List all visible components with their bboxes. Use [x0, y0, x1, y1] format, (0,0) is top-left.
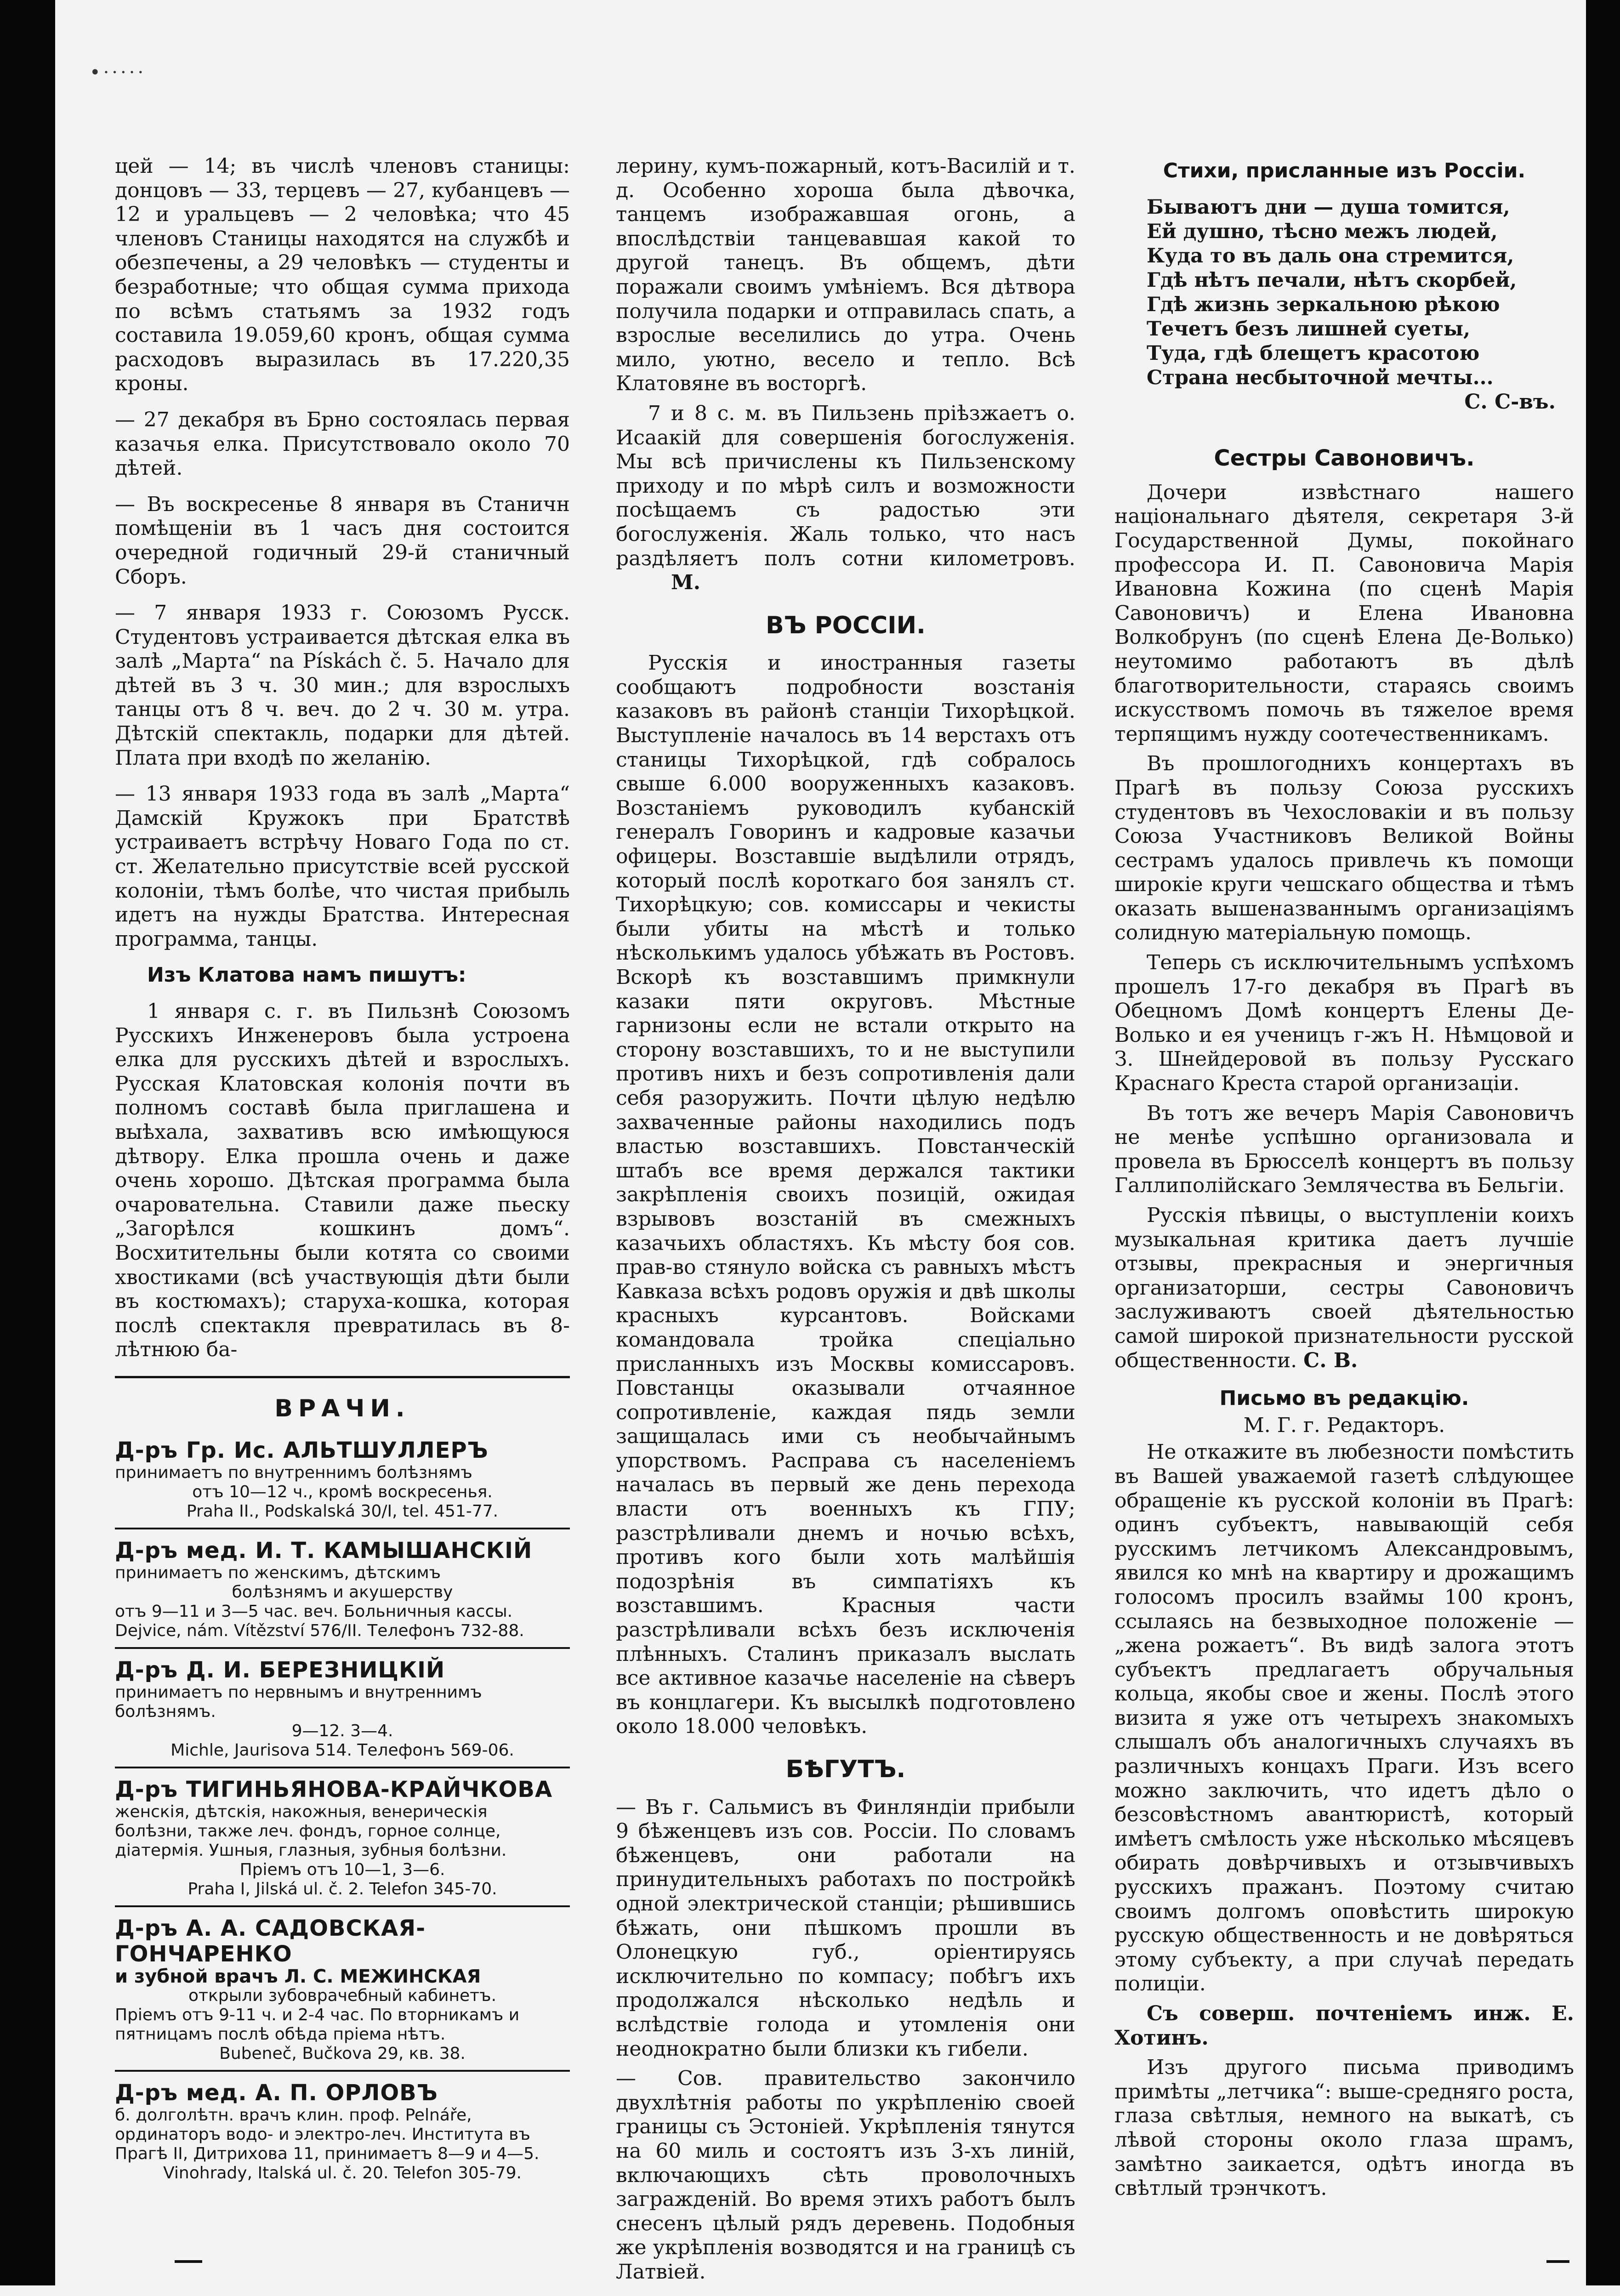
- ad-address: Praha II., Podskalská 30/I, tel. 451-77.: [186, 1501, 499, 1521]
- klatov-paragraph: 1 января с. г. въ Пильзнѣ Союзомъ Русскихъ Инженеровъ была устроена елка для русскихъ дѣтей и взрослыхъ. Русская Клатовская колонія почти въ полномъ составѣ была приглашена и выѣхала, захвативъ всю имѣющуюся дѣтвору. Елка прошла очень и даже очень хорошо. Дѣтская программа была очаровательна. Ставили даже пьеску „Загорѣлся кошкинъ домъ“. Восхитительны были котята со своими хвостиками (всѣ участвующія дѣти были въ костюмахъ); старуха-кошка, которая послѣ спектакля превратилась въ 8-лѣтнюю ба-: [115, 1000, 570, 1362]
- col1-paragraph-3: — Въ воскресенье 8 января въ Станичн помѣщеніи въ 1 часъ дня состоится очередной годичный 29-й станичный Сборъ.: [115, 492, 570, 589]
- ad-line: принимаетъ по нервнымъ и внутреннимъ болѣзнямъ.: [115, 1682, 482, 1721]
- col1-paragraph-4: — 7 января 1933 г. Союзомъ Русск. Студентовъ устраивается дѣтская елка въ залѣ „Марта“ na Pískách č. 5. Начало для дѣтей въ 3 ч. 30 мин.; для взрослыхъ танцы отъ 8 ч. веч. до 2 ч. 30 м. утра. Дѣтскій спектакль, подарки для дѣтей. Плата при входѣ по желанію.: [115, 601, 570, 770]
- sisters-signature: С. В.: [1303, 1348, 1358, 1372]
- ad-line: женскія, дѣтскія, накожныя, венерическія болѣзни, также леч. фондъ, горное солнце, діатермія. Ушныя, глазныя, зубныя болѣзни.: [115, 1802, 507, 1860]
- sisters-paragraph-4: Въ тотъ же вечеръ Марія Савоновичъ не менѣе успѣшно организовала и провела въ Брюсселѣ концертъ въ пользу Галлиполійскаго Землячества въ Бельгіи.: [1114, 1101, 1574, 1198]
- poem-line: Течетъ безъ лишней суеты,: [1147, 317, 1471, 341]
- column-2: [616, 154, 1075, 2296]
- doctor-name: Д-ръ мед. А. П. ОРЛОВЪ: [115, 2080, 438, 2106]
- bottom-edge-mark-left: [175, 2260, 202, 2263]
- ad-address: Praha I, Jilská ul. č. 2. Telefon 345-70.: [188, 1879, 497, 1898]
- bottom-edge-mark-right: [1546, 2260, 1569, 2263]
- doctor-ad: [115, 2080, 570, 2189]
- doctors-divider: [115, 1376, 570, 1378]
- doctor-ad: [115, 1538, 570, 1649]
- poem-signature: С. С-въ.: [1464, 390, 1556, 414]
- poem-line: Страна несбыточной мечты...: [1147, 366, 1494, 389]
- klatov-heading: Изъ Клатова намъ пишутъ:: [147, 963, 466, 987]
- pilsen-signature: М.: [671, 571, 701, 595]
- doctor-name: Д-ръ А. А. САДОВСКАЯ-ГОНЧАРЕНКО: [115, 1915, 426, 1967]
- doctor-ad: [115, 1777, 570, 1907]
- left-scan-border: [0, 0, 55, 2285]
- ad-line: открыли зубоврачебный кабинетъ.: [188, 1986, 497, 2005]
- pilsen-text: 7 и 8 с. м. въ Пильзень пріѣзжаетъ о. Исаакій для совершенія богослуженія. Мы всѣ причислены къ Пильзенскому приходу и по мѣрѣ силъ и возможности посѣщаемъ съ радостью эти богослуженія. Жаль только, что насъ раздѣляетъ полъ сотни километровъ.: [616, 401, 1075, 570]
- letter-greeting: М. Г. г. Редакторъ.: [1243, 1413, 1445, 1437]
- doctors-title: ВРАЧИ.: [274, 1394, 410, 1422]
- doctor-name: Д-ръ Д. И. БЕРЕЗНИЦКІЙ: [115, 1657, 445, 1683]
- column-3: [1114, 154, 1574, 2213]
- poem-line: Гдѣ нѣтъ печали, нѣтъ скорбей,: [1147, 268, 1517, 292]
- ad-line: 9—12. 3—4.: [291, 1721, 393, 1740]
- poem: [1114, 195, 1574, 390]
- ad-line: принимаетъ по женскимъ, дѣтскимъ: [115, 1563, 441, 1582]
- column-1: [115, 154, 570, 2198]
- poem-title: Стихи, присланные изъ Россіи.: [1163, 159, 1526, 182]
- corner-dots: •·····: [90, 62, 147, 83]
- ad-address: Bubeneč, Bučkova 29, кв. 38.: [219, 2044, 466, 2063]
- ad-line: принимаетъ по внутреннимъ болѣзнямъ: [115, 1463, 472, 1482]
- russia-title: ВЪ РОССІИ.: [766, 611, 926, 639]
- sisters-title: Сестры Савоновичъ.: [1214, 445, 1475, 472]
- ad-address: Michle, Jaurisova 514. Телефонъ 569-06.: [171, 1740, 514, 1760]
- doctor-ad: [115, 1438, 570, 1529]
- poem-line: Куда то въ даль она стремится,: [1147, 244, 1514, 267]
- doctor-name: Д-ръ ТИГИНЬЯНОВА-КРАЙЧКОВА: [115, 1776, 553, 1802]
- poem-line: Бываютъ дни — душа томится,: [1147, 195, 1510, 219]
- doctor-ad: [115, 1915, 570, 2072]
- poem-line: Гдѣ жизнь зеркальною рѣкою: [1147, 293, 1500, 316]
- sisters-paragraph-2: Въ прошлогоднихъ концертахъ въ Прагѣ въ пользу Союза русскихъ студентовъ въ Чехословакіи и въ пользу Союза Участниковъ Великой Войны сестрамъ удалось привлечь къ помощи широкіе круги чешскаго общества и тѣмъ оказать вышеназваннымъ организаціямъ солидную матеріальную помощь.: [1114, 752, 1574, 945]
- col1-paragraph-2: — 27 декабря въ Брно состоялась первая казачья елка. Присутствовало около 70 дѣтей.: [115, 408, 570, 480]
- flee-paragraph-2: — Сов. правительство закончило двухлѣтнія работы по укрѣпленію своей границы съ Эстоніей. Укрѣпленія тянутся на 60 миль и состоятъ изъ 3-хъ линій, включающихъ сѣть проволочныхъ загражденій. Во время этихъ работъ былъ снесенъ цѣлый рядъ деревень. Подобныя же укрѣпленія возводятся и на границѣ съ Латвіей.: [616, 2067, 1075, 2284]
- doctor-name: Д-ръ Гр. Ис. АЛЬТШУЛЛЕРЪ: [115, 1437, 489, 1463]
- letter-postscript: Изъ другого письма приводимъ примѣты „летчика“: выше-средняго роста, глаза свѣтлыя, немного на выкатѣ, съ лѣвой стороны около глаза шрамъ, замѣтно заикается, одѣтъ иногда въ свѣтлый трэнчкотъ.: [1114, 2056, 1574, 2200]
- poem-line: Туда, гдѣ блещетъ красотою: [1147, 341, 1480, 365]
- col1-paragraph-5: — 13 января 1933 года въ залѣ „Марта“ Дамскій Кружокъ при Братствѣ устраиваетъ встрѣчу Новаго Года по ст. ст. Желательно присутствіе всей русской колоніи, тѣмъ болѣе, что чистая прибыль идетъ на нужды Братства. Интересная программа, танцы.: [115, 782, 570, 951]
- ad-line: и зубной врачъ Л. С. МЕЖИНСКАЯ: [115, 1966, 481, 1987]
- right-scan-border: [1586, 0, 1620, 2285]
- letter-signature: Съ соверш. почтеніемъ инж. Е. Хотинъ.: [1114, 2002, 1574, 2050]
- ad-line: болѣзнямъ и акушерству: [232, 1582, 453, 1602]
- ad-line: б. долголѣтн. врачъ клин. проф. Pelnáře, ординаторъ водо- и электро-леч. Института въ Прагѣ II, Дитрихова 11, принимаетъ 8—9 и 4—5.: [115, 2105, 540, 2163]
- ad-line: отъ 10—12 ч., кромѣ воскресенья.: [192, 1482, 493, 1501]
- poem-line: Ей душно, тѣсно межъ людей,: [1147, 220, 1498, 243]
- ad-address: Vinohrady, Italská ul. č. 20. Telefon 305-79.: [163, 2163, 522, 2182]
- sisters-paragraph-1: Дочери извѣстнаго нашего національнаго дѣятеля, секретаря 3-й Государственной Думы, покойнаго профессора И. П. Савоновича Марія Ивановна Кожина (по сценѣ Марія Савоновичъ) и Елена Ивановна Волкобрунъ (по сценѣ Елена Де-Волько) неутомимо работаютъ въ дѣлѣ благотворительности, стараясь своимъ искусствомъ помочь въ тяжелое время терпящимъ нужду соотечественникамъ.: [1114, 480, 1574, 746]
- flee-paragraph-1: — Въ г. Сальмисъ въ Финляндіи прибыли 9 бѣженцевъ изъ сов. Россіи. По словамъ бѣженцевъ, они работали на принудительныхъ работахъ по постройкѣ одной электрической станціи; рѣшившись бѣжать, они пѣшкомъ прошли въ Олонецкую губ., оріентируясь исключительно по компасу; побѣгъ ихъ продолжался нѣсколько недѣль и вслѣдствіе голода и утомленія они неоднократно были близки къ гибели.: [616, 1795, 1075, 2061]
- ad-line: Пріемъ отъ 9-11 ч. и 2-4 час. По вторникамъ и пятницамъ послѣ обѣда пріема нѣтъ.: [115, 2005, 520, 2044]
- doctor-name: Д-ръ мед. И. Т. КАМЫШАНСКІЙ: [115, 1537, 533, 1563]
- letter-title: Письмо въ редакцію.: [1219, 1387, 1469, 1410]
- col2-paragraph-2: [616, 402, 1075, 595]
- ad-line: Пріемъ отъ 10—1, 3—6.: [239, 1860, 445, 1879]
- sisters-closing: Русскія пѣвицы, о выступленіи коихъ музыкальная критика даетъ лучшіе отзывы, прекрасныя и энергичныя организаторши, сестры Савоновичъ заслуживаютъ своей дѣятельностью самой широкой признательности русской общественности.: [1114, 1204, 1574, 1372]
- sisters-paragraph-5: [1114, 1204, 1574, 1373]
- ad-line: отъ 9—11 и 3—5 час. веч. Больничныя кассы.: [115, 1602, 513, 1621]
- sisters-paragraph-3: Теперь съ исключительнымъ успѣхомъ прошелъ 17-го декабря въ Прагѣ въ Обецномъ Домѣ концертъ Елены Де-Волько и ея ученицъ г-жъ Н. Нѣмцовой и З. Шнейдеровой въ пользу Русскаго Краснаго Креста старой организаціи.: [1114, 951, 1574, 1096]
- doctor-ad: [115, 1657, 570, 1768]
- col1-paragraph-1: цей — 14; въ числѣ членовъ станицы: донцовъ — 33, терцевъ — 27, кубанцевъ — 12 и уральцевъ — 2 человѣка; что 45 членовъ Станицы находятся на службѣ и обезпечены, а 29 человѣкъ — студенты и безработные; что общая сумма прихода по всѣмъ статьямъ за 1932 годъ составила 19.059,60 кронъ, общая сумма расходовъ выразилась въ 17.220,35 кроны.: [115, 154, 570, 396]
- col2-paragraph-1: лерину, кумъ-пожарный, котъ-Василій и т. д. Особенно хороша была дѣвочка, танцемъ изображавшая огонь, а впослѣдствіи танцевавшая какой то другой танецъ. Въ общемъ, дѣти поражали своимъ умѣніемъ. Вся дѣтвора получила подарки и отправилась спать, а взрослые веселились до утра. Очень мило, уютно, весело и тепло. Всѣ Клатовяне въ восторгѣ.: [616, 154, 1075, 396]
- letter-body: Не откажите въ любезности помѣстить въ Вашей уважаемой газетѣ слѣдующее обращеніе къ русской колоніи въ Прагѣ: одинъ субъектъ, навывающій себя русскимъ летчикомъ Александровымъ, явился ко мнѣ на квартиру и дрожащимъ голосомъ просилъ взаймы 100 кронъ, ссылаясь на безвыходное положеніе — „жена рожаетъ“. Въ видѣ залога этотъ субъектъ предлагаетъ обручальныя кольца, якобы свое и жены. Послѣ этого визита я уже отъ четырехъ знакомыхъ слышалъ объ аналогичныхъ случаяхъ въ различныхъ концахъ Праги. Изъ всего можно заключить, что идетъ дѣло о безсовѣстномъ авантюристѣ, который имѣетъ смѣлость уже нѣсколько мѣсяцевъ обирать довѣрчивыхъ и отзывчивыхъ русскихъ пражанъ. Поэтому считаю своимъ долгомъ оповѣстить широкую русскую общественность и не довѣряться этому субъекту, а при случаѣ передать полиціи.: [1114, 1440, 1574, 1996]
- ad-address: Dejvice, nám. Vítězství 576/II. Телефонъ 732-88.: [115, 1621, 524, 1640]
- russia-article: Русскія и иностранныя газеты сообщаютъ подробности возстанія казаковъ въ районѣ станціи Тихорѣцкой. Выступленіе началось въ 14 верстахъ отъ станицы Тихорѣцкой, гдѣ собралось свыше 6.000 вооруженныхъ казаковъ. Возстаніемъ руководилъ кубанскій генералъ Говоринъ и кадровые казачьи офицеры. Возставшіе выдѣлили отрядъ, который послѣ короткаго боя занялъ ст. Тихорѣцкую; сов. комиссары и чекисты были убиты на мѣстѣ и только нѣсколькимъ удалось убѣжать въ Ростовъ. Вскорѣ къ возставшимъ примкнули казаки пяти округовъ. Мѣстные гарнизоны если не встали открыто на сторону возставшихъ, то и не выступили противъ нихъ и безъ сопротивленія дали себя разоружить. Почти цѣлую недѣлю захваченные районы находились подъ властью возставшихъ. Повстанческій штабъ все время держался тактики закрѣпленія своихъ позицій, ожидая взрывовъ возстаній въ смежныхъ казачьихъ областяхъ. Къ мѣсту боя сов. прав-во стянуло войска съ равныхъ мѣстъ Кавказа всѣхъ родовъ оружія и двѣ школы красныхъ курсантовъ. Войсками командовала тройка спеціально присланныхъ изъ Москвы комиссаровъ. Повстанцы оказывали отчаянное сопротивленіе, каждая пядь земли защищалась ими съ необычайнымъ упорствомъ. Расправа съ населеніемъ началась въ первый же день перехода власти отъ военныхъ къ ГПУ; разстрѣливали днемъ и ночью всѣхъ, противъ кого были хоть малѣйшія подозрѣнія въ симпатіяхъ къ возставшимъ. Красныя части разстрѣливали всѣхъ безъ исключенія плѣнныхъ. Сталинъ приказалъ выслать все активное казачье населеніе на сѣверъ въ концлагери. Къ высылкѣ подготовлено около 18.000 человѣкъ.: [616, 651, 1075, 1739]
- flee-title: БѢГУТЪ.: [785, 1756, 906, 1783]
